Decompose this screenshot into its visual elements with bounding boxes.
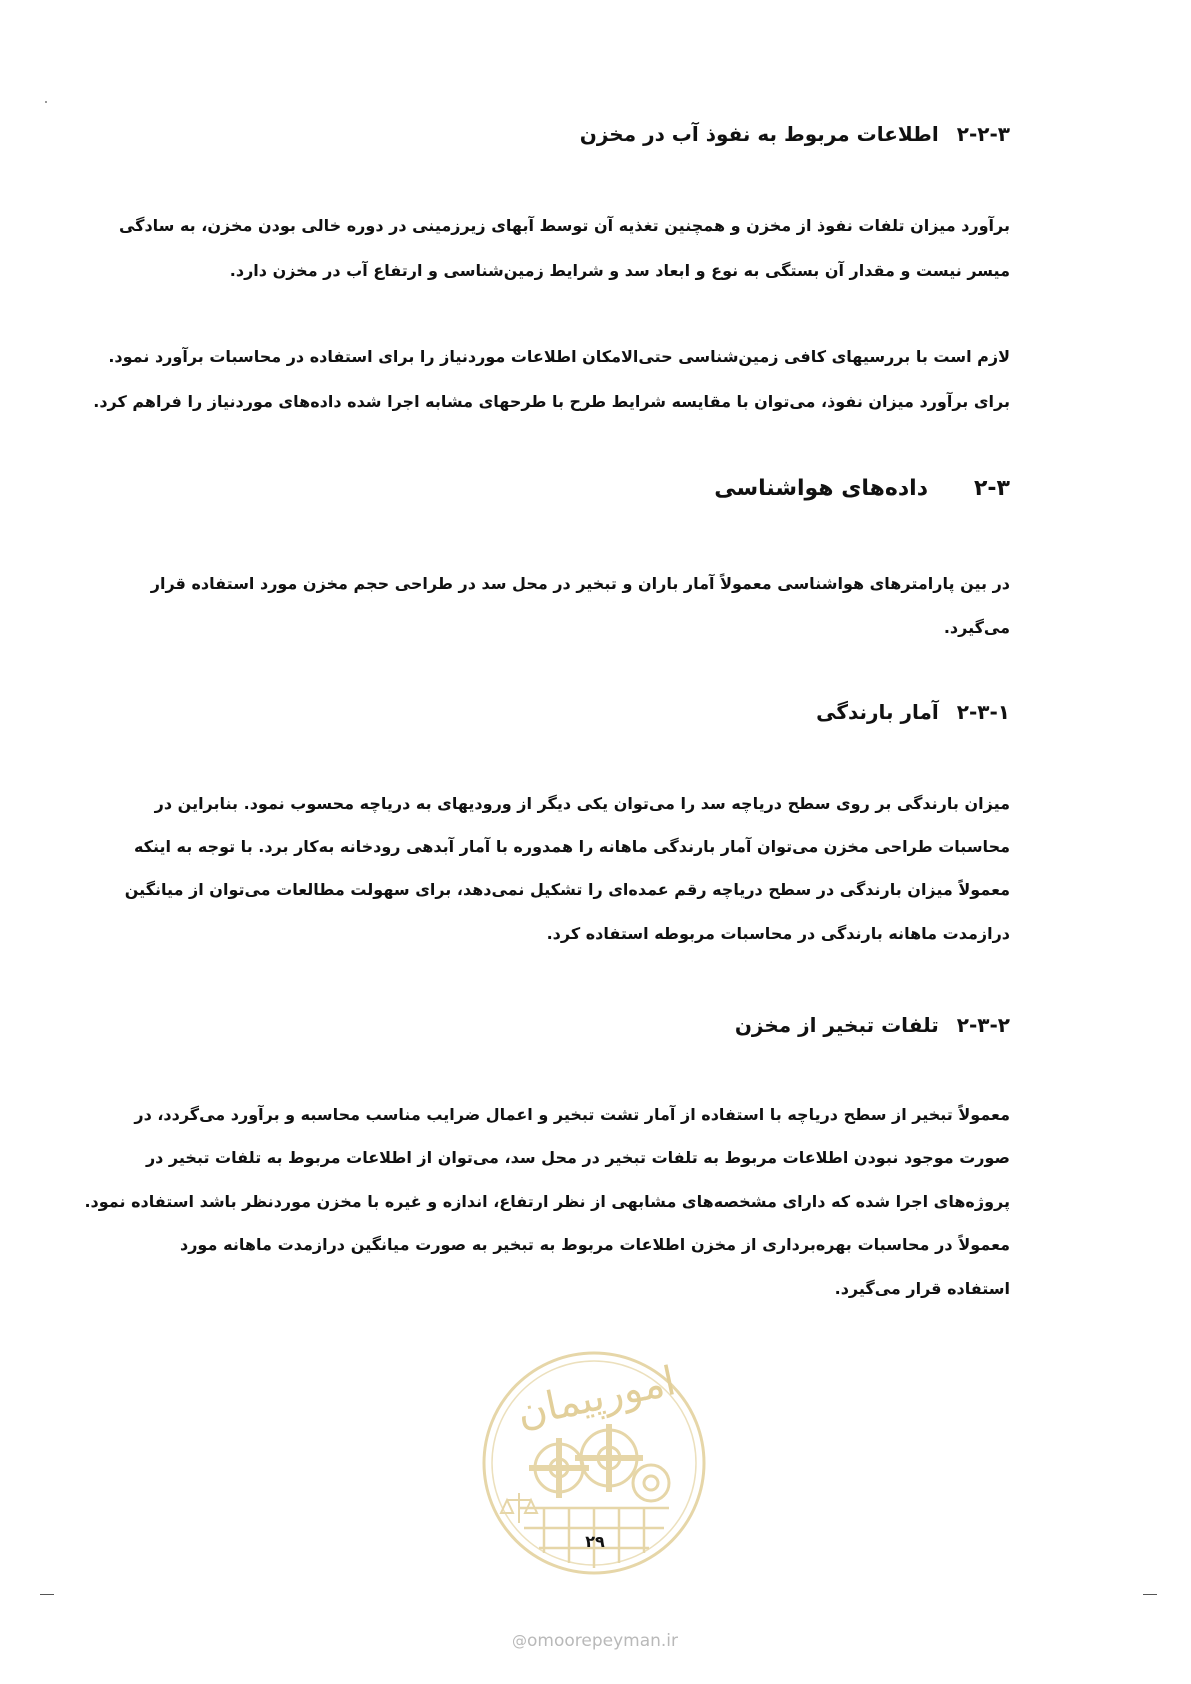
paragraph-line: معمولاً تبخیر از سطح دریاچه با استفاده از آمار تشت تبخیر و اعمال ضرایب مناسب محاسبه و برآورد می‌گردد، در xyxy=(134,1105,1010,1124)
right-edge-mark xyxy=(1143,1594,1157,1595)
heading-title: داده‌های هواشناسی xyxy=(714,476,928,501)
paragraph-line: استفاده قرار می‌گیرد. xyxy=(834,1279,1010,1298)
paragraph-line: درازمدت ماهانه بارندگی در محاسبات مربوطه استفاده کرد. xyxy=(546,924,1010,943)
paragraph-line: میسر نیست و مقدار آن بستگی به نوع و ابعاد سد و شرایط زمین‌شناسی و ارتفاع آب در مخزن دارد. xyxy=(229,261,1010,280)
paragraph-line: پروژه‌های اجرا شده که دارای مشخصه‌های مشابهی از نظر ارتفاع، اندازه و غیره با مخزن موردنظر باشد استفاده نمود. xyxy=(84,1192,1010,1211)
paragraph-line: معمولاً در محاسبات بهره‌برداری از مخزن اطلاعات مربوط به تبخیر به صورت میانگین درازمدت ماهانه مورد xyxy=(180,1235,1010,1254)
heading-number: ۲-۲-۳ xyxy=(956,122,1010,146)
site-url xyxy=(480,1631,710,1651)
paragraph-line: می‌گیرد. xyxy=(943,618,1010,637)
page-number: ۲۹ xyxy=(585,1532,605,1551)
heading-number: ۲-۳-۲ xyxy=(956,1013,1010,1037)
at-icon: @ xyxy=(511,1632,527,1650)
watermark-text: امورپیمان xyxy=(513,1358,680,1437)
paragraph-line: محاسبات طراحی مخزن می‌توان آمار بارندگی ماهانه را همدوره با آمار آبدهی رودخانه به‌کار برد. با توجه به اینکه xyxy=(133,837,1010,856)
heading-2-3-1 xyxy=(180,697,1010,727)
scan-speck xyxy=(45,101,47,103)
heading-title: آمار بارندگی xyxy=(816,700,939,724)
heading-number: ۲-۳ xyxy=(974,476,1010,501)
heading-title: تلفات تبخیر از مخزن xyxy=(734,1013,939,1037)
site-url-text: omoorepeyman.ir xyxy=(526,1631,679,1651)
left-edge-mark xyxy=(40,1594,54,1595)
heading-number: ۲-۳-۱ xyxy=(956,700,1010,724)
heading-2-3-2 xyxy=(180,1010,1010,1040)
paragraph-line: لازم است با بررسیهای کافی زمین‌شناسی حتی‌الامکان اطلاعات موردنیاز را برای استفاده در محاسبات برآورد نمود. xyxy=(108,347,1010,366)
paragraph-line: برای برآورد میزان نفوذ، می‌توان با مقایسه شرایط طرح با طرحهای مشابه اجرا شده داده‌های موردنیاز را فراهم کرد. xyxy=(93,392,1010,411)
paragraph-line: در بین پارامترهای هواشناسی معمولاً آمار باران و تبخیر در محل سد در طراحی حجم مخزن مورد استفاده قرار xyxy=(150,574,1010,593)
paragraph-line: میزان بارندگی بر روی سطح دریاچه سد را می‌توان یکی دیگر از ورودیهای به دریاچه محسوب نمود. بنابراین در xyxy=(154,794,1010,813)
paragraph-line: معمولاً میزان بارندگی در سطح دریاچه رقم عمده‌ای را تشکیل نمی‌دهد، برای سهولت مطالعات می‌توان از میانگین xyxy=(124,880,1010,899)
heading-2-3 xyxy=(180,474,1010,504)
heading-title: اطلاعات مربوط به نفوذ آب در مخزن xyxy=(579,122,939,146)
heading-2-2-3 xyxy=(180,119,1010,149)
paragraph-line: برآورد میزان تلفات نفوذ از مخزن و همچنین تغذیه آن توسط آبهای زیرزمینی در دوره خالی بودن مخزن، به سادگی xyxy=(118,216,1010,235)
paragraph-line: صورت موجود نبودن اطلاعات مربوط به تلفات تبخیر در محل سد، می‌توان از اطلاعات مربوط به تلفات تبخیر در xyxy=(145,1148,1010,1167)
